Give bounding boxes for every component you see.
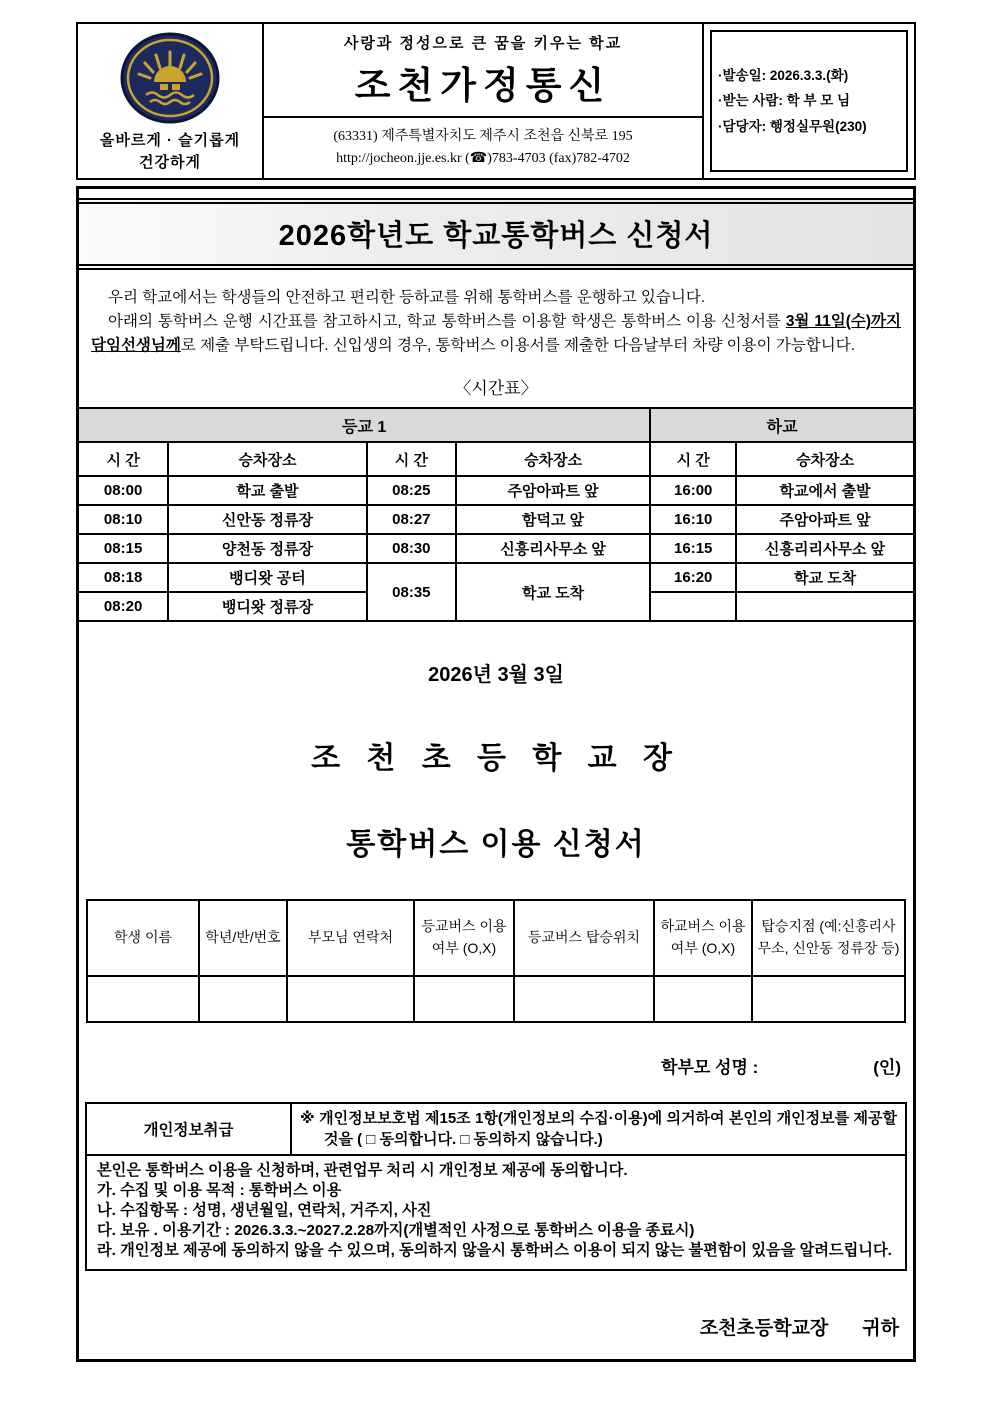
document-title: 2026학년도 학교통학버스 신청서: [79, 198, 913, 270]
time-cell: 16:15: [650, 534, 736, 563]
input-cell-morning-boarding: [514, 976, 654, 1022]
form-header-parent-contact: 부모님 연락처: [287, 900, 414, 976]
privacy-notice: ※ 개인정보보호법 제15조 1항(개인정보의 수집·이용)에 의거하여 본인의 개인정보를 제공할 것을 ( □ 동의합니다. □ 동의하지 않습니다.): [291, 1103, 906, 1155]
privacy-consent-table: [85, 1102, 907, 1271]
seal-label: (인): [873, 1058, 901, 1078]
principal-signature: 조 천 초 등 학 교 장: [311, 742, 681, 776]
stop-cell: 학교에서 출발: [736, 476, 913, 505]
intro-paragraph-1: 우리 학교에서는 학생들의 안전하고 편리한 등하교를 위해 통학버스를 운행하고 있습니다.: [108, 289, 706, 306]
application-form-table: [86, 899, 906, 1023]
col-header-time-2: 시 간: [367, 442, 456, 476]
addressee-suffix: 귀하: [862, 1318, 899, 1340]
time-cell: 08:15: [79, 534, 168, 563]
col-header-stop-3: 승차장소: [736, 442, 913, 476]
motto-line-2: 건강하게: [139, 153, 201, 171]
timetable-group-header-row: [79, 408, 913, 442]
input-cell-student-name: [87, 976, 199, 1022]
newsletter-title: 조천가정통신: [354, 64, 612, 106]
manager: ·담당자: 행정실무원(230): [718, 118, 867, 134]
time-cell: 08:30: [367, 534, 456, 563]
input-cell-parent-contact: [287, 976, 414, 1022]
stop-cell-empty: [736, 592, 913, 621]
col-header-time-1: 시 간: [79, 442, 168, 476]
stop-cell: 함덕고 앞: [456, 505, 650, 534]
privacy-detail-line: 가. 수집 및 이용 목적 : 통학버스 이용: [97, 1182, 342, 1200]
privacy-label: 개인정보취급: [86, 1103, 291, 1155]
stop-cell: 학교 도착: [736, 563, 913, 592]
time-cell: 16:00: [650, 476, 736, 505]
group-header-morning: 등교 1: [79, 408, 650, 442]
timetable-row: [79, 534, 913, 563]
masthead-left: [78, 24, 264, 178]
document-body: [76, 186, 916, 1362]
stop-cell-merged: 학교 도착: [456, 563, 650, 621]
application-form-title: 통학버스 이용 신청서: [346, 828, 646, 862]
motto-line-1: 올바르게 · 슬기롭게: [99, 132, 241, 149]
timetable-row: [79, 563, 913, 592]
input-cell-boarding-point: [752, 976, 905, 1022]
school-contact: http://jocheon.jje.es.kr (☎)783-4703 (fax)782-4702: [336, 151, 630, 167]
privacy-detail-line: 다. 보유 . 이용기간 : 2026.3.3.~2027.2.28까지(개별적인 사정으로 통학버스 이용을 종료시): [97, 1222, 695, 1240]
time-cell-empty: [650, 592, 736, 621]
privacy-header-row: [86, 1103, 906, 1155]
issue-date: 2026년 3월 3일: [428, 664, 564, 687]
time-cell: 08:18: [79, 563, 168, 592]
time-cell: 16:10: [650, 505, 736, 534]
timetable-caption: 〈시간표〉: [454, 379, 538, 399]
parent-name-label: 학부모 성명 :: [661, 1058, 759, 1078]
group-header-afternoon: 하교: [650, 408, 913, 442]
addressee-line: [79, 1313, 913, 1340]
time-cell: 08:20: [79, 592, 168, 621]
stop-cell: 주암아파트 앞: [736, 505, 913, 534]
time-cell: 08:27: [367, 505, 456, 534]
school-address: (63331) 제주특별자치도 제주시 조천읍 신북로 195: [333, 128, 633, 144]
stop-cell: 뱅디왓 정류장: [168, 592, 366, 621]
intro-paragraphs: [79, 270, 913, 358]
col-header-time-3: 시 간: [650, 442, 736, 476]
stop-cell: 신안동 정류장: [168, 505, 366, 534]
masthead-center: [264, 24, 702, 178]
input-cell-afternoon-bus-use: [654, 976, 752, 1022]
timetable-column-header-row: [79, 442, 913, 476]
school-motto: [100, 130, 240, 174]
time-cell-merged: 08:35: [367, 563, 456, 621]
masthead: [76, 22, 916, 180]
paragraph2-deadline: 3월 11일(수)까지 담임선생님께: [91, 313, 901, 355]
stop-cell: 양천동 정류장: [168, 534, 366, 563]
stop-cell: 신흥리사무소 앞: [456, 534, 650, 563]
timetable-row: [79, 505, 913, 534]
privacy-detail-line: 나. 수집항목 : 성명, 생년월일, 연락처, 거주지, 사진: [97, 1202, 432, 1220]
paragraph2-pre: 아래의 통학버스 운행 시간표를 참고하시고, 학교 통학버스를 이용할 학생은 통학버스 이용 신청서를: [108, 313, 786, 331]
form-header-grade-class-number: 학년/반/번호: [199, 900, 287, 976]
form-header-student-name: 학생 이름: [87, 900, 199, 976]
stop-cell: 학교 출발: [168, 476, 366, 505]
privacy-detail-line: 라. 개인정보 제공에 동의하지 않을 수 있으며, 동의하지 않을시 통학버스 이용이 되지 않는 불편함이 있음을 알려드립니다.: [97, 1242, 892, 1260]
school-slogan: 사랑과 정성으로 큰 꿈을 키우는 학교: [343, 34, 623, 52]
application-form-input-row: [87, 976, 905, 1022]
recipient: ·받는 사람: 학 부 모 님: [718, 93, 851, 109]
bus-timetable: [79, 407, 913, 622]
time-cell: 16:20: [650, 563, 736, 592]
time-cell: 08:25: [367, 476, 456, 505]
masthead-right: [702, 24, 914, 178]
privacy-details: [86, 1155, 906, 1270]
form-header-morning-bus-use: 등교버스 이용여부 (O,X): [414, 900, 514, 976]
stop-cell: 뱅디왓 공터: [168, 563, 366, 592]
application-form-header-row: [87, 900, 905, 976]
time-cell: 08:00: [79, 476, 168, 505]
time-cell: 08:10: [79, 505, 168, 534]
intro-paragraph-2: [91, 310, 901, 358]
input-cell-morning-bus-use: [414, 976, 514, 1022]
col-header-stop-2: 승차장소: [456, 442, 650, 476]
col-header-stop-1: 승차장소: [168, 442, 366, 476]
send-date: ·발송일: 2026.3.3.(화): [718, 67, 849, 83]
addressee-name: 조천초등학교장: [699, 1318, 829, 1340]
form-header-boarding-point: 탑승지점 (예:신흥리사무소, 신안동 정류장 등): [752, 900, 905, 976]
form-header-afternoon-bus-use: 하교버스 이용여부 (O,X): [654, 900, 752, 976]
form-header-morning-boarding: 등교버스 탑승위치: [514, 900, 654, 976]
stop-cell: 신흥리리사무소 앞: [736, 534, 913, 563]
timetable-row: [79, 476, 913, 505]
school-emblem-icon: [120, 32, 220, 124]
masthead-title-block: [264, 24, 702, 118]
privacy-details-row: [86, 1155, 906, 1270]
stop-cell: 주암아파트 앞: [456, 476, 650, 505]
parent-signature-line: [79, 1053, 913, 1078]
privacy-detail-line: 본인은 통학버스 이용을 신청하며, 관련업무 처리 시 개인정보 제공에 동의합니다.: [97, 1162, 628, 1180]
dispatch-info-box: [710, 30, 908, 172]
paragraph2-post: 로 제출 부탁드립니다. 신입생의 경우, 통학버스 이용서를 제출한 다음날부터 차량 이용이 가능합니다.: [180, 337, 856, 355]
input-cell-grade-class-number: [199, 976, 287, 1022]
masthead-address-block: [264, 118, 702, 178]
